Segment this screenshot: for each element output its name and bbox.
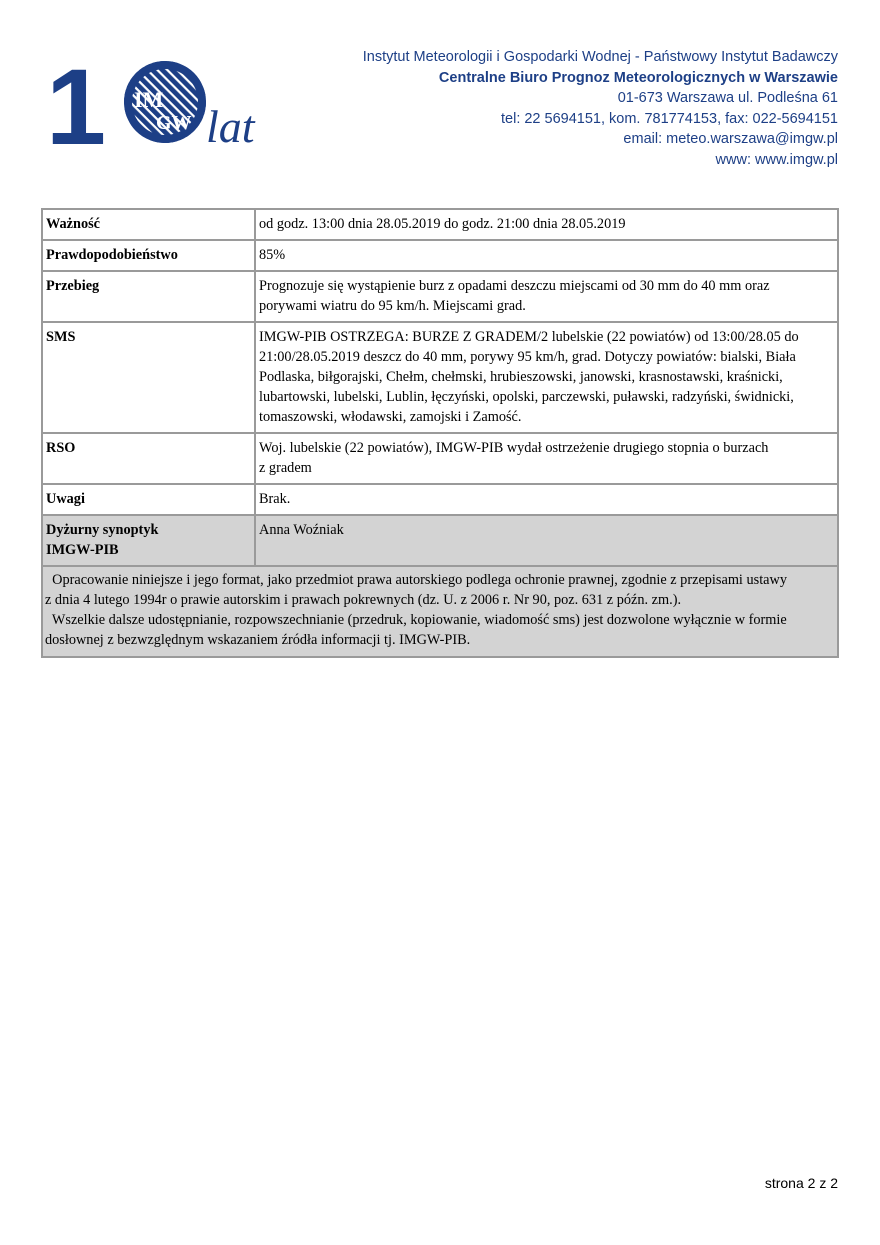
row-dyzurny — [42, 515, 838, 566]
label-sms: SMS — [42, 322, 255, 433]
value-uwagi: Brak. — [255, 484, 838, 515]
row-przebieg — [42, 271, 838, 322]
warning-table — [41, 208, 839, 658]
row-prawdopodobienstwo — [42, 240, 838, 271]
row-sms — [42, 322, 838, 433]
copyright-line4: dosłownej z bezwzględnym wskazaniem źródła informacji tj. IMGW-PIB. — [45, 632, 471, 648]
logo-numeral: 1 — [48, 58, 107, 150]
value-rso — [255, 433, 838, 484]
row-waznosc — [42, 209, 838, 240]
label-rso: RSO — [42, 433, 255, 484]
label-uwagi: Uwagi — [42, 484, 255, 515]
value-waznosc: od godz. 13:00 dnia 28.05.2019 do godz. 21:00 dnia 28.05.2019 — [255, 209, 838, 240]
logo-ring-text-top: IM — [134, 87, 164, 112]
label-dyzurny-line2: IMGW-PIB — [46, 542, 119, 558]
label-dyzurny — [42, 515, 255, 566]
header-bureau-name: Centralne Biuro Prognoz Meteorologicznych w Warszawie — [438, 69, 838, 86]
imgw-100-lat-logo — [48, 58, 264, 150]
label-przebieg: Przebieg — [42, 271, 255, 322]
row-uwagi — [42, 484, 838, 515]
header-website: www: www.imgw.pl — [715, 151, 838, 168]
label-dyzurny-line1: Dyżurny synoptyk — [46, 522, 159, 538]
logo-script-lat: lat — [206, 101, 255, 150]
header-address: 01-673 Warszawa ul. Podleśna 61 — [617, 90, 838, 107]
copyright-line3: Wszelkie dalsze udostępnianie, rozpowszechnianie (przedruk, kopiowanie, wiadomość sms) jest dozwolone wyłącznie w formie — [45, 612, 787, 628]
value-prawdopodobienstwo: 85% — [255, 240, 838, 271]
institute-header — [363, 47, 838, 171]
copyright-line1: Opracowanie niniejsze i jego format, jako przedmiot prawa autorskiego podlega ochronie prawnej, zgodnie z przepisami ustawy — [45, 572, 787, 588]
row-copyright — [42, 566, 838, 657]
value-dyzurny: Anna Woźniak — [255, 515, 838, 566]
value-sms: IMGW-PIB OSTRZEGA: BURZE Z GRADEM/2 lubelskie (22 powiatów) od 13:00/28.05 do 21:00/28.05.2019 deszcz do 40 mm, porywy 95 km/h, grad. Dotyczy powiatów: bialski, Biała Podlaska, biłgorajski, Chełm, chełmski, hrubieszowski, janowski, krasnostawski, kraśnicki, lubartowski, lubelski, Lublin, łęczyński, opolski, parczewski, puławski, radzyński, świdnicki, tomaszowski, włodawski, zamojski i Zamość. — [255, 322, 838, 433]
header-phone: tel: 22 5694151, kom. 781774153, fax: 022-5694151 — [501, 110, 838, 127]
value-przebieg: Prognozuje się wystąpienie burz z opadami deszczu miejscami od 30 mm do 40 mm oraz porywami wiatru do 95 km/h. Miejscami grad. — [255, 271, 838, 322]
value-rso-line1: Woj. lubelskie (22 powiatów), IMGW-PIB wydał ostrzeżenie drugiego stopnia o burzach — [259, 440, 769, 456]
logo-ring-text-bottom: GW — [156, 112, 192, 134]
copyright-line2: z dnia 4 lutego 1994r o prawie autorskim i prawach pokrewnych (dz. U. z 2006 r. Nr 90, poz. 631 z późn. zm.). — [45, 592, 682, 608]
page-number: strona 2 z 2 — [764, 1175, 838, 1191]
value-rso-line2: z gradem — [259, 460, 312, 476]
row-rso — [42, 433, 838, 484]
header-institute-name: Instytut Meteorologii i Gospodarki Wodnej - Państwowy Instytut Badawczy — [362, 49, 838, 65]
label-prawdopodobienstwo: Prawdopodobieństwo — [42, 240, 255, 271]
label-waznosc: Ważność — [42, 209, 255, 240]
header-email: email: meteo.warszawa@imgw.pl — [623, 131, 838, 148]
copyright-notice — [42, 566, 838, 657]
